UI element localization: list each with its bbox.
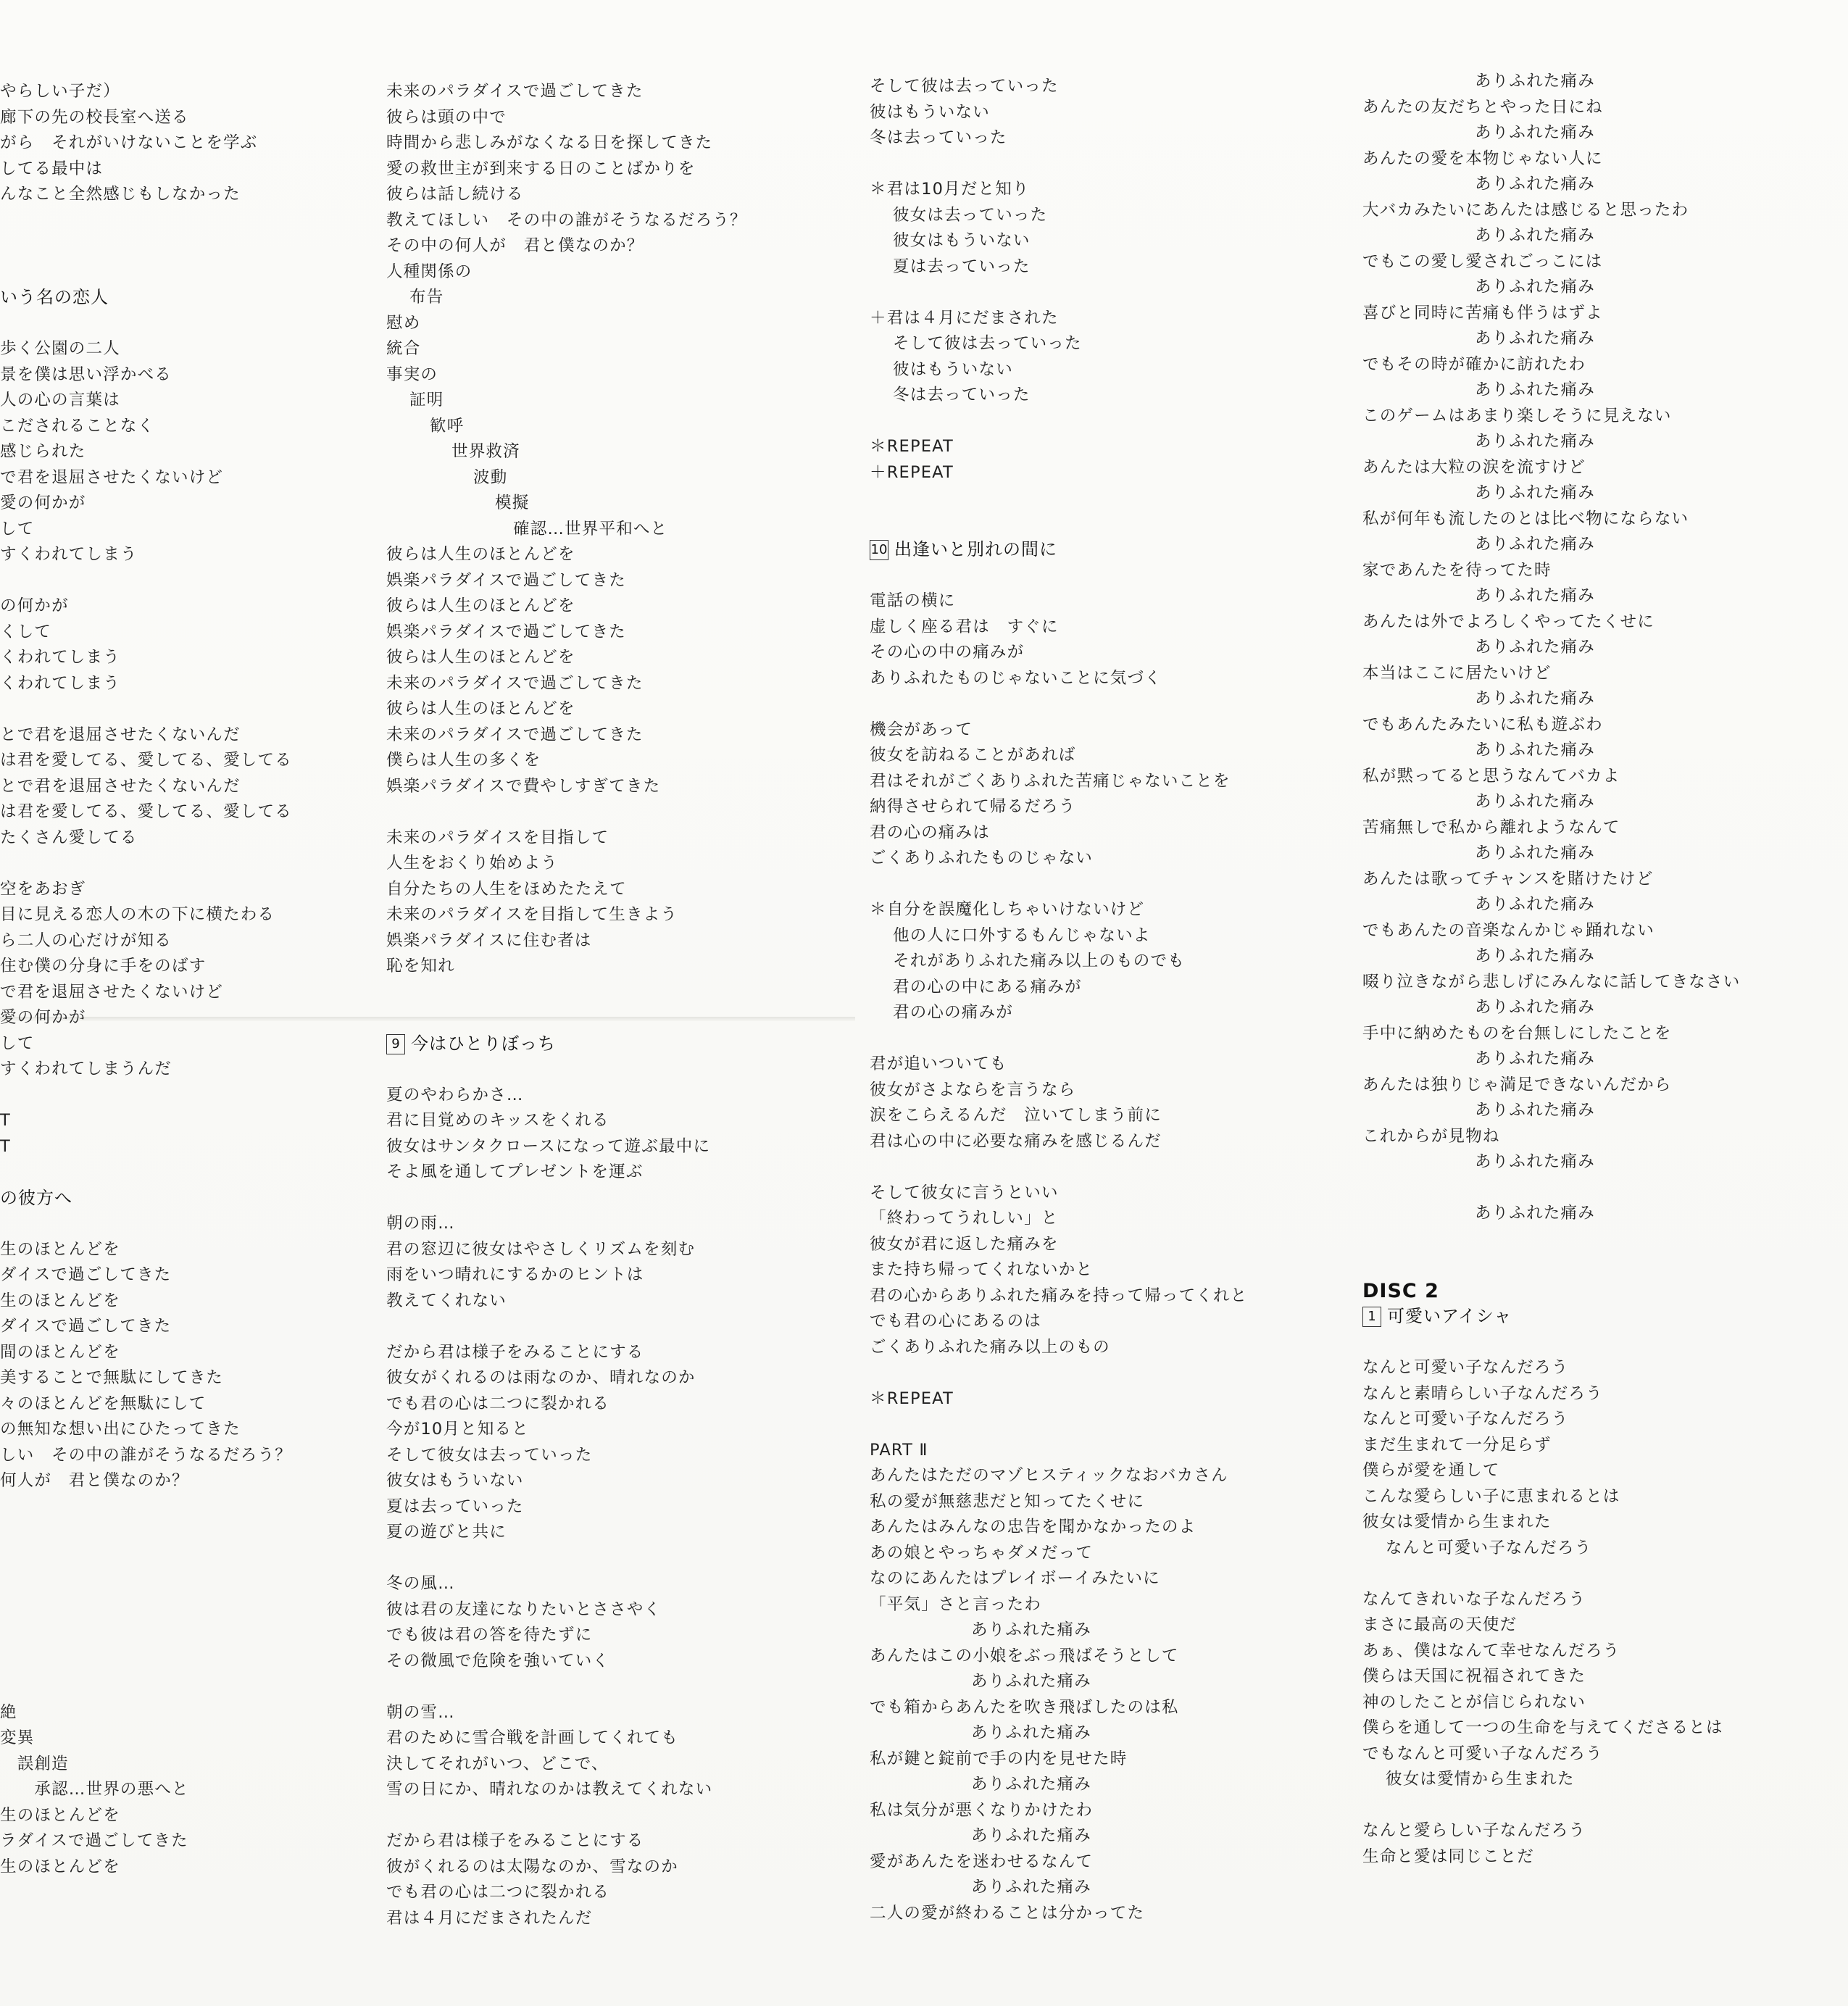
lyric-line: 彼は君の友達になりたいとささやく <box>386 1599 662 1619</box>
lyric-line: 何人が 君と僕なのか？ <box>0 1471 189 1490</box>
lyric-line: がら それがいけないことを学ぶ <box>0 133 258 152</box>
lyric-line: 君は４月にだまされたんだ <box>386 1908 593 1928</box>
line-gap <box>386 1546 747 1572</box>
lyric-line: 苦痛無しで私から離れようなんて <box>1362 817 1620 837</box>
lyric-line: 目に見える恋人の木の下に横たわる <box>0 905 275 924</box>
lyric-line: なんと愛らしい子なんだろう <box>1362 1821 1586 1840</box>
line-gap <box>386 1314 747 1340</box>
lyric-line: あの娘とやっちゃダメだって <box>870 1543 1094 1562</box>
line-gap <box>0 311 292 337</box>
lyric-line: 娯楽パラダイスに住む者は <box>386 931 592 950</box>
lyric-line: 生命と愛は同じことだ <box>1362 1847 1535 1866</box>
lyric-line: ありふれた痛み <box>1475 741 1595 759</box>
lyric-line: あんたの愛を本物じゃない人に <box>1362 149 1603 168</box>
lyric-line: こだされることなく <box>0 416 155 436</box>
line-gap <box>1362 1227 1740 1253</box>
lyric-line: 愛の何かが <box>0 1008 86 1027</box>
lyric-line: 私は気分が悪くなりかけたわ <box>870 1800 1094 1820</box>
lyric-line: そして彼女に言うといい <box>870 1183 1059 1202</box>
lyric-line: 「平気」さと言ったわ <box>870 1594 1042 1614</box>
lyric-line: 彼女は去っていった <box>893 205 1048 225</box>
lyrics-column-1 <box>0 79 292 1880</box>
lyric-line: その心の中の痛みが <box>870 643 1025 662</box>
lyric-line: んなこと全然感じもしなかった <box>0 185 241 204</box>
lyric-line: 僕らが愛を通して <box>1362 1461 1500 1480</box>
lyric-line: 愛の救世主が到来する日のことばかりを <box>386 159 696 178</box>
lyric-line: ありふれた痛み <box>1475 175 1595 193</box>
lyric-line: 生のほとんどを <box>0 1239 120 1259</box>
lyric-line: ありふれた痛み <box>1475 689 1595 708</box>
lyric-line: ありふれた痛み <box>1475 792 1595 811</box>
lyric-line: でも君の心は二つに裂かれる <box>386 1394 610 1413</box>
lyric-line: そして彼は去っていった <box>893 334 1082 353</box>
lyric-line: ありふれた痛み <box>1475 946 1595 965</box>
lyric-line: とで君を退屈させたくないんだ <box>0 725 241 744</box>
song-title: の彼方へ <box>0 1187 72 1208</box>
line-gap <box>0 851 292 877</box>
lyric-line: すくわれてしまうんだ <box>0 1060 172 1078</box>
lyric-line: 証明 <box>409 391 444 409</box>
lyric-line: 機会があって <box>870 720 973 739</box>
lyric-line: やらしい子だ） <box>0 82 120 101</box>
lyrics-column-4 <box>1362 69 1740 1870</box>
lyric-line: ＋REPEAT <box>870 462 954 482</box>
line-gap <box>386 980 747 1006</box>
lyric-line: 僕らは天国に祝福されてきた <box>1362 1667 1586 1686</box>
lyric-line: 娯楽パラダイスで過ごしてきた <box>386 622 626 641</box>
lyric-line: 君は心の中に必要な痛みを感じるんだ <box>870 1131 1162 1151</box>
line-gap <box>870 486 1247 512</box>
track-number-box: 1 <box>1362 1307 1381 1327</box>
lyric-line: ありふれた痛み <box>1475 844 1595 862</box>
line-gap <box>0 1597 292 1623</box>
lyric-line: 君の心の中にある痛みが <box>893 977 1082 996</box>
lyric-line: 未来のパラダイスを目指して <box>386 828 609 847</box>
lyric-line: 歩く公園の二人 <box>0 339 120 358</box>
lyric-line: なんと素晴らしい子なんだろう <box>1362 1383 1603 1403</box>
lyric-line: 生のほとんどを <box>0 1857 120 1876</box>
line-gap <box>0 1211 292 1237</box>
lyric-line: 神のしたことが信じられない <box>1362 1692 1586 1712</box>
lyric-line: 景を僕は思い浮かべる <box>0 365 172 384</box>
lyric-line: 人生をおくり始めよう <box>386 854 559 873</box>
lyric-line: なのにあんたはプレイボーイみたいに <box>870 1569 1160 1588</box>
line-gap <box>870 1154 1247 1181</box>
lyric-line: 君が追いついても <box>870 1054 1007 1073</box>
lyric-line: の何かが <box>0 596 69 615</box>
lyric-line: 娯楽パラダイスで費やしすぎてきた <box>386 776 661 796</box>
lyric-line: くわれてしまう <box>0 648 120 667</box>
lyric-line: 夏は去っていった <box>893 257 1031 276</box>
lyric-line: ありふれた痛み <box>1475 329 1595 348</box>
lyric-line: ＋君は４月にだまされた <box>870 308 1059 328</box>
lyric-line: 本当はここに居たいけど <box>1362 663 1552 683</box>
lyric-line: 彼はもういない <box>870 102 990 122</box>
lyric-line: 彼女を訪ねることがあれば <box>870 746 1076 765</box>
lyric-line: 教えてくれない <box>386 1291 507 1310</box>
lyric-line: そして彼は去っていった <box>870 77 1059 96</box>
lyric-line: だから君は様子をみることにする <box>386 1342 644 1362</box>
lyric-line: まだ生まれて一分足らず <box>1362 1435 1552 1454</box>
song-title <box>386 1031 747 1057</box>
lyric-line: 誤創造 <box>0 1754 69 1773</box>
lyric-line: 君に目覚めのキッスをくれる <box>386 1111 609 1130</box>
lyric-line: 事実の <box>386 365 438 384</box>
disc-heading: DISC 2 <box>1362 1279 1439 1302</box>
lyric-line: 僕らは人生の多くを <box>386 751 541 770</box>
line-gap <box>0 233 292 259</box>
lyric-line: たくさん愛してる <box>0 828 138 847</box>
lyric-line: 空をあおぎ <box>0 879 86 899</box>
lyric-line: 生のほとんどを <box>0 1805 120 1825</box>
lyric-line: こんな愛らしい子に恵まれるとは <box>1362 1486 1620 1506</box>
lyric-line: ダイスで過ごしてきた <box>0 1265 172 1284</box>
lyric-line: あんたは歌ってチャンスを賭けたけど <box>1362 869 1654 888</box>
lyric-line: して <box>0 519 35 538</box>
lyric-line: 承認…世界の悪へと <box>0 1780 189 1799</box>
lyric-line: 君の心の痛みが <box>893 1003 1013 1022</box>
lyric-line: は君を愛してる、愛してる、愛してる <box>0 751 292 770</box>
line-gap <box>1362 1793 1740 1819</box>
lyric-line: ありふれた痛み <box>1475 1152 1595 1171</box>
lyric-line: くして <box>0 622 52 641</box>
line-gap <box>386 1186 747 1212</box>
lyric-line: 変異 <box>0 1728 35 1747</box>
lyric-line: あぁ、僕はなんて幸せなんだろう <box>1362 1641 1620 1660</box>
lyric-line: 教えてほしい その中の誰がそうなるだろう？ <box>386 210 747 230</box>
lyric-line: でもその時が確かに訪れたわ <box>1362 354 1586 374</box>
lyric-line: 間のほとんどを <box>0 1342 120 1362</box>
lyric-line: 君の心からありふれた痛みを持って帰ってくれと <box>870 1286 1248 1305</box>
lyric-line: 決してそれがいつ、どこで、 <box>386 1754 609 1773</box>
lyric-line: 彼女がさよならを言うなら <box>870 1080 1076 1099</box>
line-gap <box>870 1360 1247 1386</box>
lyric-line: 人の心の言葉は <box>0 391 120 409</box>
lyric-line: 虚しく座る君は すぐに <box>870 617 1059 636</box>
lyric-line: あんたはただのマゾヒスティックなおバカさん <box>870 1466 1228 1485</box>
lyric-line: 手中に納めたものを台無しにしたことを <box>1362 1023 1672 1043</box>
lyric-line: 私が何年も流したのとは比べ物にならない <box>1362 509 1689 528</box>
lyric-line: このゲームはあまり楽しそうに見えない <box>1362 406 1672 425</box>
line-gap <box>0 696 292 723</box>
lyric-line: 朝の雨… <box>386 1214 455 1233</box>
lyric-line: ありふれた痛み <box>971 1878 1091 1897</box>
lyric-line: だから君は様子をみることにする <box>386 1831 644 1850</box>
lyric-line: 朝の雪… <box>386 1702 455 1722</box>
lyric-line: まさに最高の天使だ <box>1362 1615 1518 1634</box>
lyric-line: ありふれた痛み <box>1475 998 1595 1017</box>
lyric-line: でもこの愛し愛されごっこには <box>1362 251 1603 271</box>
lyric-line: ありふれた痛み <box>1475 1049 1595 1068</box>
lyric-line: ありふれた痛み <box>1475 123 1595 142</box>
lyric-line: 住む僕の分身に手をのばす <box>0 957 207 975</box>
lyric-line: 冬は去っていった <box>870 128 1007 147</box>
lyric-line: ありふれた痛み <box>1475 432 1595 451</box>
lyric-line: の無知な想い出にひたってきた <box>0 1420 241 1439</box>
line-gap <box>870 1026 1247 1052</box>
lyric-line: 夏の遊びと共に <box>386 1523 507 1541</box>
line-gap <box>0 1674 292 1700</box>
lyric-line: 冬は去っていった <box>893 386 1031 404</box>
lyric-line: でも彼は君の答を待たずに <box>386 1626 593 1644</box>
lyric-line: ＊REPEAT <box>870 437 954 456</box>
lyric-line: ありふれた痛み <box>1475 535 1595 554</box>
lyric-line: 彼らは人生のほとんどを <box>386 648 575 667</box>
lyric-line: 私が黙ってると思うなんてバカよ <box>1362 766 1620 786</box>
lyric-line: 君はそれがごくありふれた苦痛じゃないことを <box>870 771 1231 791</box>
line-gap <box>386 1005 747 1031</box>
lyric-line: 彼はもういない <box>893 359 1013 379</box>
lyric-line: 絶 <box>0 1702 17 1722</box>
lyric-line: 確認…世界平和へと <box>513 519 668 538</box>
lyric-line: で君を退屈させたくないけど <box>0 467 224 487</box>
lyric-line: 「終わってうれしい」と <box>870 1209 1059 1228</box>
lyric-line: 彼がくれるのは太陽なのか、雪なのか <box>386 1857 678 1876</box>
lyric-line: その微風で危険を強いていく <box>386 1651 610 1670</box>
lyric-line: ありふれた痛み <box>1475 1101 1595 1120</box>
lyric-line: ありふれた痛み <box>1475 380 1595 399</box>
lyric-line: なんと可愛い子なんだろう <box>1362 1410 1569 1428</box>
lyric-line: 未来のパラダイスで過ごしてきた <box>386 725 644 744</box>
line-gap <box>0 1546 292 1572</box>
lyric-line: 家であんたを待ってた時 <box>1362 560 1552 580</box>
lyric-line: 啜り泣きながら悲しげにみんなに話してきなさい <box>1362 972 1741 991</box>
line-gap <box>0 1160 292 1186</box>
lyric-line: ありふれた痛み <box>971 1826 1091 1845</box>
lyric-line: 自分たちの人生をほめたたえて <box>386 879 627 899</box>
lyric-line: あんたはみんなの忠告を聞かなかったのよ <box>870 1518 1196 1536</box>
line-gap <box>0 1083 292 1109</box>
section-label: PART Ⅱ <box>870 1440 928 1460</box>
lyric-line: あんたの友だちとやった日にね <box>1362 97 1603 117</box>
lyric-line: ら二人の心だけが知る <box>0 931 172 950</box>
lyric-line: 夏のやわらかさ… <box>386 1085 524 1104</box>
line-gap <box>0 1623 292 1649</box>
line-gap <box>1362 1561 1740 1587</box>
line-gap <box>0 1520 292 1546</box>
lyric-line: 彼女はサンタクロースになって遊ぶ最中に <box>386 1136 711 1156</box>
line-gap <box>386 799 747 825</box>
line-gap <box>870 1412 1247 1438</box>
lyric-line: 愛があんたを迷わせるなんて <box>870 1852 1094 1871</box>
line-gap <box>870 409 1247 435</box>
lyric-line: 廊下の先の校長室へ送る <box>0 107 189 127</box>
line-gap <box>870 512 1247 538</box>
lyric-line: 彼女が君に返した痛みを <box>870 1234 1059 1254</box>
lyric-line: 冬の風… <box>386 1574 455 1593</box>
lyric-line: 二人の愛が終わることは分かってた <box>870 1903 1145 1923</box>
lyric-line: 時間から悲しみがなくなる日を探してきた <box>386 133 713 152</box>
lyric-line: それがありふれた痛み以上のものでも <box>893 952 1185 970</box>
lyric-line: ありふれた痛み <box>1475 586 1595 605</box>
line-gap <box>870 872 1247 898</box>
lyric-line: 君の窓辺に彼女はやさしくリズムを刻む <box>386 1239 696 1259</box>
lyric-line: あんたは大粒の涙を流すけど <box>1362 457 1586 477</box>
lyric-line: 涙をこらえるんだ 泣いてしまう前に <box>870 1106 1162 1125</box>
lyric-line: で君を退屈させたくないけど <box>0 982 224 1002</box>
song-title-text: 今はひとりぼっち <box>411 1033 556 1054</box>
line-gap <box>1362 1175 1740 1202</box>
lyric-line: ダイスで過ごしてきた <box>0 1317 172 1336</box>
line-gap <box>0 208 292 234</box>
lyric-line: 人種関係の <box>386 262 473 281</box>
line-gap <box>870 563 1247 589</box>
lyric-line: ありふれた痛み <box>971 1672 1091 1691</box>
lyric-line: 布告 <box>409 288 444 307</box>
lyric-line: してる最中は <box>0 159 104 178</box>
line-gap <box>386 1057 747 1083</box>
lyric-line: 他の人に口外するもんじゃないよ <box>893 925 1151 945</box>
lyric-line: くわれてしまう <box>0 673 120 693</box>
lyric-line: ありふれた痛み <box>971 1723 1091 1742</box>
lyric-line: 今が10月と知ると <box>386 1420 529 1439</box>
line-gap <box>1362 1330 1740 1356</box>
lyric-line: 電話の横に <box>870 591 956 610</box>
lyric-line: 彼女はもういない <box>386 1471 524 1490</box>
lyric-line: 夏は去っていった <box>386 1497 524 1516</box>
lyric-line: ＊自分を誤魔化しちゃいけないけど <box>870 900 1145 919</box>
lyric-line: ＊君は10月だと知り <box>870 180 1030 199</box>
lyric-line: また持ち帰ってくれないかと <box>870 1260 1094 1279</box>
lyric-line: そして彼女は去っていった <box>386 1445 593 1465</box>
lyric-line: 彼女はもういない <box>893 231 1031 250</box>
song-title <box>1362 1304 1740 1330</box>
line-gap <box>386 1674 747 1700</box>
lyric-line: 美することで無駄にしてきた <box>0 1368 224 1387</box>
lyric-line: でも箱からあんたを吹き飛ばしたのは私 <box>870 1697 1179 1717</box>
lyric-line: 慰め <box>386 313 421 333</box>
track-number-box: 10 <box>870 540 888 560</box>
lyric-line: 彼らは人生のほとんどを <box>386 545 575 564</box>
lyric-line: 彼らは人生のほとんどを <box>386 596 575 615</box>
lyric-line: あんたは独りじゃ満足できないんだから <box>1362 1075 1672 1094</box>
lyric-line: 統合 <box>386 339 421 358</box>
lyric-line: あんたはこの小娘をぶっ飛ばそうとして <box>870 1646 1179 1665</box>
lyrics-column-3 <box>870 74 1247 1926</box>
lyric-line: なんてきれいな子なんだろう <box>1362 1589 1586 1609</box>
lyric-line: ありふれた痛み <box>1475 638 1595 657</box>
lyric-line: 愛の何かが <box>0 494 86 512</box>
song-title-text: 出逢いと別れの間に <box>894 539 1057 559</box>
line-gap <box>0 1571 292 1597</box>
lyric-line: 波動 <box>473 467 508 487</box>
lyric-line: 雨をいつ晴れにするかのヒントは <box>386 1265 644 1284</box>
lyric-line: 々のほとんどを無駄にして <box>0 1394 207 1413</box>
lyric-line: ありふれた痛み <box>1475 226 1595 245</box>
lyric-line: 未来のパラダイスで過ごしてきた <box>386 673 644 693</box>
line-gap <box>0 1649 292 1675</box>
lyric-line: ラダイスで過ごしてきた <box>0 1831 188 1850</box>
lyric-line: 世界救済 <box>451 442 520 461</box>
lyric-line: 生のほとんどを <box>0 1291 120 1310</box>
lyric-line: あんたは外でよろしくやってたくせに <box>1362 612 1655 631</box>
line-gap <box>1362 1252 1740 1278</box>
lyric-line: 君の心の痛みは <box>870 823 990 842</box>
lyric-line: でも君の心にあるのは <box>870 1312 1042 1331</box>
lyric-line: ありふれた痛み <box>971 1775 1091 1794</box>
lyric-line: ありふれたものじゃないことに気づく <box>870 668 1162 688</box>
lyric-line: 未来のパラダイスを目指して生きよう <box>386 905 678 924</box>
lyric-line: 私の愛が無慈悲だと知ってたくせに <box>870 1491 1145 1511</box>
lyric-line: 彼女は愛情から生まれた <box>1362 1512 1552 1531</box>
line-gap <box>870 280 1247 306</box>
lyric-line: しい その中の誰がそうなるだろう？ <box>0 1445 292 1465</box>
line-gap <box>0 1494 292 1520</box>
lyrics-column-2 <box>386 79 747 1931</box>
lyric-line: 僕らを通して一つの生命を与えてくださるとは <box>1362 1718 1723 1737</box>
lyric-line: 喜びと同時に苦痛も伴うはずよ <box>1362 303 1603 322</box>
lyric-line: 雪の日にか、晴れなのかは教えてくれない <box>386 1780 713 1799</box>
lyric-line: 感じられた <box>0 442 86 461</box>
song-title: いう名の恋人 <box>0 287 109 307</box>
lyric-line: 模擬 <box>495 494 530 512</box>
lyric-line: そよ風を通してプレゼントを運ぶ <box>386 1162 644 1181</box>
lyric-line: ありふれた痛み <box>1475 895 1595 914</box>
lyric-line: 未来のパラダイスで過ごしてきた <box>386 82 644 101</box>
lyric-line: 私が鍵と錠前で手の内を見せた時 <box>870 1749 1128 1768</box>
lyric-line: でもあんたの音楽なんかじゃ踊れない <box>1362 920 1655 940</box>
line-gap <box>0 259 292 286</box>
lyric-line: 君のために雪合戦を計画してくれても <box>386 1728 678 1747</box>
lyric-line: ＊REPEAT <box>870 1389 954 1408</box>
lyric-line: 彼らは頭の中で <box>386 107 507 127</box>
song-title-text: 可愛いアイシャ <box>1387 1306 1512 1326</box>
lyric-line: ありふれた痛み <box>971 1620 1091 1639</box>
lyric-line: でもあんたみたいに私も遊ぶわ <box>1362 715 1603 734</box>
lyric-line: これからが見物ね <box>1362 1126 1500 1146</box>
lyric-line: ごくありふれた痛み以上のもの <box>870 1337 1110 1357</box>
lyric-line: して <box>0 1033 35 1053</box>
lyric-line: T <box>0 1111 11 1130</box>
line-gap <box>0 568 292 594</box>
lyric-line: 歓呼 <box>430 416 465 436</box>
lyric-line: T <box>0 1136 11 1156</box>
lyric-line: ありふれた痛み <box>1475 1204 1595 1223</box>
lyric-line: ありふれた痛み <box>1475 278 1595 296</box>
lyric-line: 彼らは話し続ける <box>386 185 524 204</box>
lyric-line: 恥を知れ <box>386 957 455 975</box>
lyric-line: なんと可愛い子なんだろう <box>1386 1538 1592 1557</box>
line-gap <box>870 691 1247 717</box>
lyric-line: とで君を退屈させたくないんだ <box>0 776 241 796</box>
lyric-line: 納得させられて帰るだろう <box>870 797 1076 816</box>
lyric-line: 彼女がくれるのは雨なのか、晴れなのか <box>386 1368 696 1387</box>
lyric-line: ありふれた痛み <box>1475 72 1595 91</box>
lyric-line: 彼らは人生のほとんどを <box>386 699 575 718</box>
lyric-line: すくわれてしまう <box>0 545 138 564</box>
lyric-line: でも君の心は二つに裂かれる <box>386 1883 610 1902</box>
lyric-line: は君を愛してる、愛してる、愛してる <box>0 802 292 821</box>
lyric-line: でもなんと可愛い子なんだろう <box>1362 1744 1603 1763</box>
lyric-line: その中の何人が 君と僕なのか？ <box>386 236 644 255</box>
line-gap <box>386 1803 747 1829</box>
line-gap <box>870 151 1247 178</box>
lyric-line: ありふれた痛み <box>1475 483 1595 502</box>
lyric-line: なんと可愛い子なんだろう <box>1362 1358 1569 1377</box>
lyric-line: 娯楽パラダイスで過ごしてきた <box>386 570 626 590</box>
lyric-line: 大バカみたいにあんたは感じると思ったわ <box>1362 200 1689 220</box>
lyric-line: ごくありふれたものじゃない <box>870 849 1094 867</box>
song-title <box>870 537 1247 563</box>
lyric-line: 彼女は愛情から生まれた <box>1386 1770 1575 1789</box>
track-number-box: 9 <box>386 1034 405 1054</box>
